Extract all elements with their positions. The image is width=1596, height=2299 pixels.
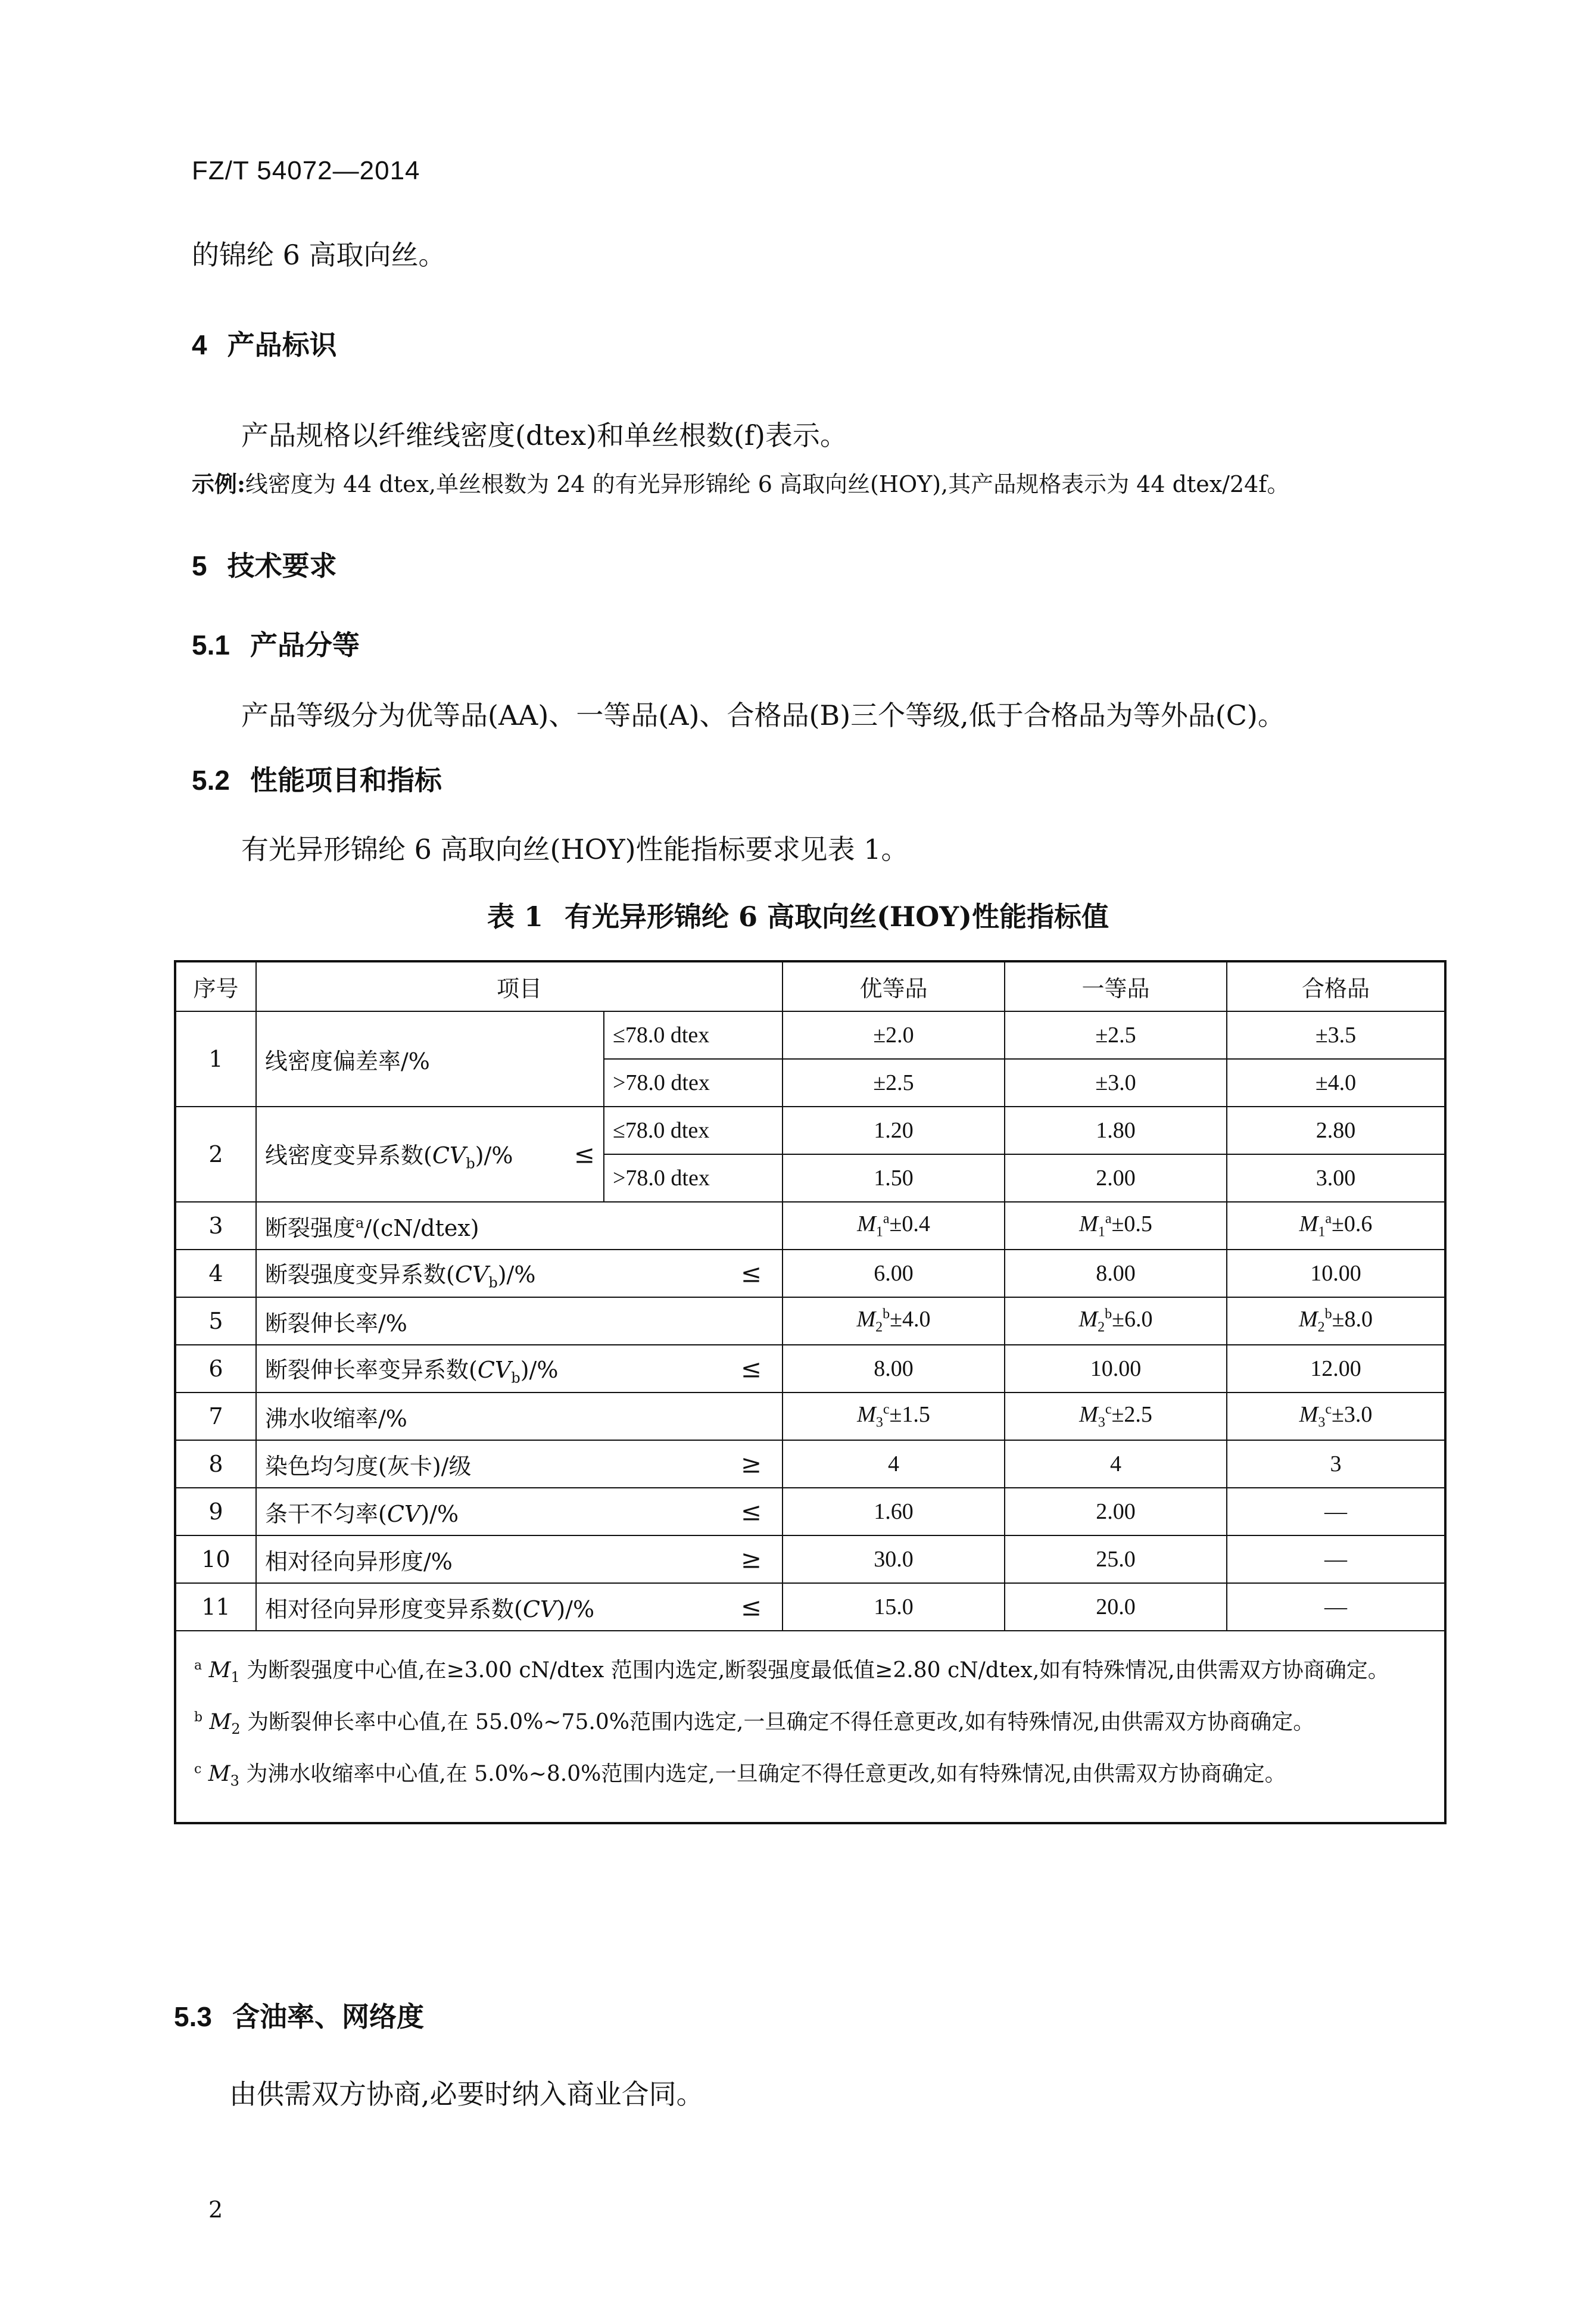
m-superscript: a <box>883 1211 890 1227</box>
m-superscript: c <box>1105 1401 1112 1418</box>
footnote-mark: a <box>194 1658 202 1673</box>
m-subscript: 2 <box>1317 1319 1325 1335</box>
m-subscript: 3 <box>1318 1415 1326 1431</box>
value-a: 1.80 <box>1005 1107 1227 1154</box>
value-a: 2.00 <box>1005 1488 1227 1535</box>
page-number: 2 <box>208 2197 223 2223</box>
table-footnotes <box>175 1631 1445 1823</box>
item-text: 相对径向异形度变异系数( <box>265 1596 523 1622</box>
table-row <box>175 1488 1445 1535</box>
example-text: 线密度为 44 dtex,单丝根数为 24 的有光异形锦纶 6 高取向丝(HOY),其产品规格表示为 44 dtex/24f。 <box>245 471 1290 497</box>
row-condition: ≤78.0 dtex <box>604 1011 783 1059</box>
value-aa: 6.00 <box>783 1250 1005 1297</box>
table-row <box>175 1011 1445 1059</box>
footnote-text: 为沸水收缩率中心值,在 5.0%~8.0%范围内选定,一旦确定不得任意更改,如有特殊情况,由供需双方协商确定。 <box>239 1762 1286 1787</box>
intro-line: 的锦纶 6 高取向丝。 <box>192 239 446 271</box>
row-no: 8 <box>175 1440 256 1488</box>
footnote-a <box>194 1646 1426 1697</box>
table-row <box>175 1393 1445 1440</box>
section-title: 技术要求 <box>227 550 337 582</box>
table-caption-title: 有光异形锦纶 6 高取向丝(HOY)性能指标值 <box>565 901 1109 933</box>
item-text: 断裂强度 <box>265 1214 356 1241</box>
header-no: 序号 <box>175 961 256 1011</box>
m-subscript: 1 <box>875 1224 883 1240</box>
value-a: ±2.5 <box>1005 1011 1227 1059</box>
value-aa: 8.00 <box>783 1345 1005 1393</box>
tolerance: ±3.0 <box>1331 1402 1373 1428</box>
comparison-symbol: ≤ <box>573 1139 595 1169</box>
header-item: 项目 <box>256 961 783 1011</box>
section-number: 4 <box>192 329 207 360</box>
m-subscript: 1 <box>230 1669 240 1686</box>
row-condition: ≤78.0 dtex <box>604 1107 783 1154</box>
comparison-symbol: ≤ <box>740 1258 762 1288</box>
m-symbol: M <box>1079 1211 1098 1237</box>
row-no: 6 <box>175 1345 256 1393</box>
tolerance: ±0.5 <box>1111 1211 1152 1237</box>
item-text: 断裂伸长率变异系数( <box>265 1356 478 1383</box>
row-item <box>256 1583 783 1631</box>
footnote-mark: a <box>356 1214 364 1231</box>
item-text: 相对径向异形度/% <box>265 1548 453 1575</box>
spec-table <box>174 960 1447 1824</box>
row-no: 11 <box>175 1583 256 1631</box>
value-aa: ±2.5 <box>783 1059 1005 1107</box>
row-item <box>256 1345 783 1393</box>
value-a: 4 <box>1005 1440 1227 1488</box>
table-footnotes-row <box>175 1631 1445 1823</box>
value-b: — <box>1227 1488 1445 1535</box>
comparison-symbol: ≥ <box>740 1544 762 1574</box>
tolerance: ±1.5 <box>889 1402 930 1428</box>
table-row <box>175 1202 1445 1250</box>
value-a <box>1005 1297 1227 1345</box>
item-text: 染色均匀度(灰卡)/级 <box>265 1453 472 1479</box>
section-5-1-text: 产品等级分为优等品(AA)、一等品(A)、合格品(B)三个等级,低于合格品为等外品(C)。 <box>241 699 1285 731</box>
row-no: 1 <box>175 1011 256 1107</box>
m-symbol: M <box>1299 1307 1318 1332</box>
m-subscript: 3 <box>230 1772 239 1790</box>
section-title: 性能项目和指标 <box>250 764 442 796</box>
item-text: 断裂强度变异系数( <box>265 1261 455 1288</box>
value-b: 12.00 <box>1227 1345 1445 1393</box>
m-symbol: M <box>1299 1402 1318 1428</box>
tolerance: ±8.0 <box>1332 1307 1373 1332</box>
header-grade-a: 一等品 <box>1005 961 1227 1011</box>
m-symbol: M <box>208 1658 231 1683</box>
item-text: 线密度变异系数( <box>265 1142 432 1169</box>
value-b: — <box>1227 1535 1445 1583</box>
section-title: 产品分等 <box>250 629 360 661</box>
row-condition: >78.0 dtex <box>604 1154 783 1202</box>
value-b: ±4.0 <box>1227 1059 1445 1107</box>
m-subscript: 2 <box>231 1721 241 1738</box>
m-subscript: 3 <box>875 1415 883 1431</box>
m-superscript: c <box>883 1401 890 1418</box>
m-subscript: 1 <box>1318 1224 1326 1240</box>
value-a: 25.0 <box>1005 1535 1227 1583</box>
footnote-mark: b <box>194 1710 203 1725</box>
row-item <box>256 1202 783 1250</box>
section-5-3-heading <box>174 1995 424 2035</box>
m-subscript: 1 <box>1098 1224 1105 1240</box>
row-item <box>256 1440 783 1488</box>
row-no: 2 <box>175 1107 256 1202</box>
cv-subscript: b <box>488 1274 498 1291</box>
value-b: 3 <box>1227 1440 1445 1488</box>
standard-id: FZ/T 54072—2014 <box>192 156 420 185</box>
tolerance: ±6.0 <box>1112 1307 1153 1332</box>
m-symbol: M <box>857 1402 876 1428</box>
header-grade-b: 合格品 <box>1227 961 1445 1011</box>
row-item: 线密度偏差率/% <box>256 1011 604 1107</box>
value-b: 10.00 <box>1227 1250 1445 1297</box>
section-number: 5.1 <box>192 630 230 661</box>
value-aa <box>783 1297 1005 1345</box>
m-superscript: b <box>883 1306 890 1322</box>
section-4-text: 产品规格以纤维线密度(dtex)和单丝根数(f)表示。 <box>241 419 847 451</box>
cv-symbol: CV <box>477 1356 512 1383</box>
cv-symbol: CV <box>432 1142 466 1169</box>
value-aa: 15.0 <box>783 1583 1005 1631</box>
row-no: 10 <box>175 1535 256 1583</box>
m-symbol: M <box>208 1762 230 1787</box>
m-superscript: c <box>1325 1401 1332 1418</box>
cv-symbol: CV <box>454 1261 489 1288</box>
row-no: 3 <box>175 1202 256 1250</box>
comparison-symbol: ≤ <box>740 1354 762 1384</box>
row-no: 9 <box>175 1488 256 1535</box>
tolerance: ±0.4 <box>889 1211 930 1237</box>
item-unit: )/% <box>520 1356 559 1383</box>
comparison-symbol: ≥ <box>740 1449 762 1479</box>
item-unit: /(cN/dtex) <box>364 1214 479 1241</box>
row-item <box>256 1107 604 1202</box>
value-a <box>1005 1202 1227 1250</box>
m-symbol: M <box>856 1307 876 1332</box>
m-subscript: 3 <box>1098 1415 1105 1431</box>
value-a: ±3.0 <box>1005 1059 1227 1107</box>
row-no: 5 <box>175 1297 256 1345</box>
m-symbol: M <box>1078 1307 1098 1332</box>
cv-symbol: CV <box>522 1596 557 1622</box>
m-superscript: b <box>1105 1306 1112 1322</box>
value-b: — <box>1227 1583 1445 1631</box>
cv-symbol: CV <box>386 1500 421 1527</box>
value-aa: 1.60 <box>783 1488 1005 1535</box>
value-aa: 1.20 <box>783 1107 1005 1154</box>
value-a: 20.0 <box>1005 1583 1227 1631</box>
row-item <box>256 1535 783 1583</box>
row-item <box>256 1488 783 1535</box>
table-header-row <box>175 961 1445 1011</box>
row-no: 7 <box>175 1393 256 1440</box>
value-aa <box>783 1202 1005 1250</box>
section-4-heading <box>192 323 337 363</box>
footnote-text: 为断裂伸长率中心值,在 55.0%~75.0%范围内选定,一旦确定不得任意更改,如有特殊情况,由供需双方协商确定。 <box>240 1710 1315 1735</box>
section-5-2-text: 有光异形锦纶 6 高取向丝(HOY)性能指标要求见表 1。 <box>241 833 909 865</box>
item-unit: )/% <box>556 1596 595 1622</box>
table-row <box>175 1440 1445 1488</box>
tolerance: ±2.5 <box>1111 1402 1152 1428</box>
row-item <box>256 1250 783 1297</box>
m-symbol: M <box>857 1211 876 1237</box>
value-aa <box>783 1393 1005 1440</box>
value-b <box>1227 1393 1445 1440</box>
comparison-symbol: ≤ <box>740 1497 762 1527</box>
value-a: 10.00 <box>1005 1345 1227 1393</box>
section-5-1-heading <box>192 624 360 663</box>
example-line <box>192 466 1289 499</box>
tolerance: ±4.0 <box>890 1307 931 1332</box>
item-unit: )/% <box>420 1500 459 1527</box>
footnote-mark: c <box>194 1762 202 1777</box>
row-item: 沸水收缩率/% <box>256 1393 783 1440</box>
comparison-symbol: ≤ <box>740 1592 762 1622</box>
m-symbol: M <box>209 1710 232 1735</box>
value-a: 8.00 <box>1005 1250 1227 1297</box>
m-symbol: M <box>1299 1211 1318 1237</box>
cv-subscript: b <box>466 1155 475 1172</box>
section-5-3-text: 由供需双方协商,必要时纳入商业合同。 <box>229 2078 704 2110</box>
table-row <box>175 1535 1445 1583</box>
item-unit: )/% <box>475 1142 513 1169</box>
row-condition: >78.0 dtex <box>604 1059 783 1107</box>
m-superscript: a <box>1105 1211 1112 1227</box>
value-b: ±3.5 <box>1227 1011 1445 1059</box>
value-a: 2.00 <box>1005 1154 1227 1202</box>
value-aa: 1.50 <box>783 1154 1005 1202</box>
example-label: 示例: <box>192 471 246 497</box>
table-row <box>175 1250 1445 1297</box>
table-row <box>175 1583 1445 1631</box>
row-item: 断裂伸长率/% <box>256 1297 783 1345</box>
section-number: 5.2 <box>192 765 230 796</box>
value-aa: ±2.0 <box>783 1011 1005 1059</box>
value-aa: 4 <box>783 1440 1005 1488</box>
section-title: 含油率、网络度 <box>232 2001 424 2033</box>
section-5-2-heading <box>192 759 442 798</box>
row-no: 4 <box>175 1250 256 1297</box>
m-subscript: 2 <box>875 1319 883 1335</box>
tolerance: ±0.6 <box>1331 1211 1373 1237</box>
header-grade-aa: 优等品 <box>783 961 1005 1011</box>
item-text: 条干不匀率( <box>265 1500 387 1527</box>
value-b: 2.80 <box>1227 1107 1445 1154</box>
table-caption-label: 表 1 <box>487 901 544 933</box>
value-b <box>1227 1297 1445 1345</box>
item-unit: )/% <box>497 1261 536 1288</box>
value-b: 3.00 <box>1227 1154 1445 1202</box>
footnote-b <box>194 1697 1426 1749</box>
footnote-c <box>194 1749 1426 1801</box>
value-b <box>1227 1202 1445 1250</box>
m-superscript: a <box>1325 1211 1332 1227</box>
section-title: 产品标识 <box>227 329 337 361</box>
value-aa: 30.0 <box>783 1535 1005 1583</box>
section-number: 5.3 <box>174 2001 212 2032</box>
table-caption <box>0 895 1596 934</box>
value-a <box>1005 1393 1227 1440</box>
table-row <box>175 1345 1445 1393</box>
table-row <box>175 1107 1445 1154</box>
cv-subscript: b <box>511 1369 520 1387</box>
m-subscript: 2 <box>1098 1319 1105 1335</box>
m-symbol: M <box>1079 1402 1098 1428</box>
section-number: 5 <box>192 550 207 581</box>
footnote-text: 为断裂强度中心值,在≥3.00 cN/dtex 范围内选定,断裂强度最低值≥2.80 cN/dtex,如有特殊情况,由供需双方协商确定。 <box>239 1658 1389 1683</box>
m-superscript: b <box>1324 1306 1332 1322</box>
table-row <box>175 1297 1445 1345</box>
section-5-heading <box>192 544 337 584</box>
